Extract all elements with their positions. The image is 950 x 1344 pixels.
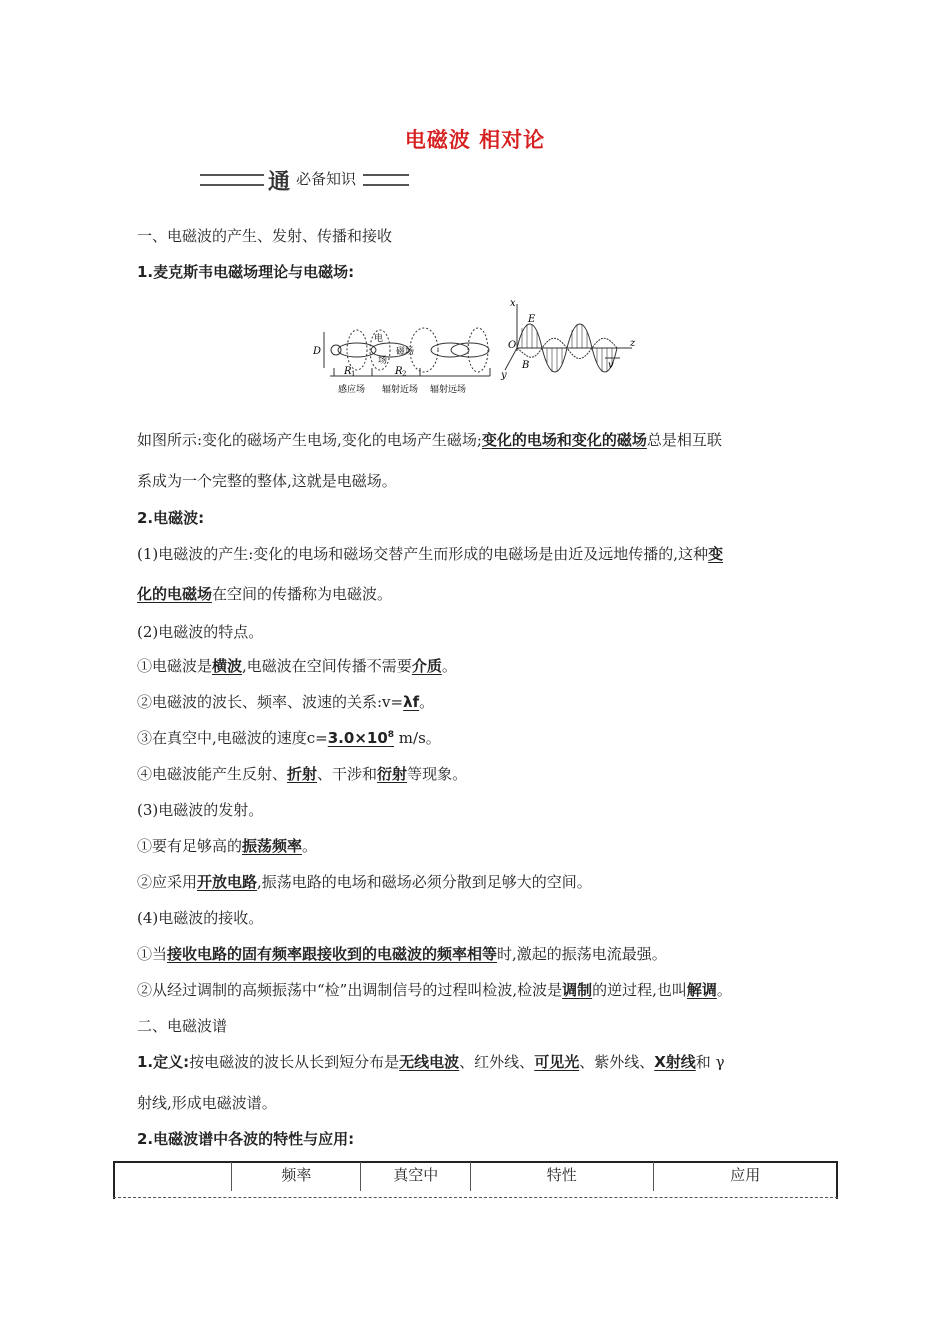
axis-label-z: z: [630, 338, 636, 349]
label-b-field: B: [522, 360, 530, 371]
table-header-row: [113, 1162, 837, 1191]
paragraph-2: [137, 543, 723, 564]
answer-blank: 横波: [212, 657, 243, 675]
answer-blank: 无线电波: [399, 1053, 460, 1071]
page-title: 电磁波 相对论: [404, 128, 546, 152]
text-segment: ①要有足够高的: [137, 837, 243, 855]
figure-label-r2-sub: 2: [402, 370, 407, 378]
text-segment: ④电磁波能产生反射、: [137, 765, 288, 783]
answer-blank: 变: [708, 545, 724, 563]
figure-label-r1-sub: 1: [351, 370, 356, 378]
text-segment: ,电磁波在空间传播不需要: [242, 657, 412, 675]
text-segment: 等现象。: [407, 765, 468, 783]
label-origin: O: [508, 340, 517, 351]
answer-blank: 解调: [686, 981, 717, 999]
text-segment: 时,激起的振荡电流最强。: [497, 945, 667, 963]
item-5: [137, 691, 434, 712]
answer-blank: 折射: [287, 765, 318, 783]
region-near: 辐射近场: [382, 385, 419, 395]
spectrum-table: [113, 1162, 837, 1191]
axis-label-x: x: [510, 298, 516, 309]
figure-label-r1: R: [344, 366, 352, 377]
answer-blank: λf: [403, 693, 420, 711]
text-segment: ②电磁波的波长、频率、波速的关系:v=: [137, 693, 404, 711]
text-segment: ①电磁波是: [137, 657, 213, 675]
item-6: [137, 727, 441, 748]
label-velocity: v: [608, 360, 614, 371]
text-segment: 的逆过程,也叫: [592, 981, 687, 999]
text-segment: 。: [302, 837, 318, 855]
answer-blank: 化的电磁场: [137, 585, 213, 603]
banner-rule-right: [363, 174, 409, 186]
text-segment: 总是相互联: [646, 431, 722, 449]
figure-label-e: 电: [374, 334, 384, 344]
figure-label-e2: 场: [378, 356, 388, 366]
text-segment: (1)电磁波的产生:变化的电场和磁场交替产生而形成的电磁场是由近及远地传播的,这种: [137, 545, 709, 563]
table-header-cell: 真空中: [361, 1162, 471, 1191]
table-header-cell: 特性: [471, 1162, 653, 1191]
table-dashed-rule: [113, 1197, 838, 1198]
banner-rule-left: [200, 174, 264, 186]
region-far: 辐射远场: [430, 385, 467, 395]
text-segment: ②从经过调制的高频振荡中“检”出调制信号的过程叫检波,检波是: [137, 981, 563, 999]
answer-blank: 介质: [411, 657, 442, 675]
banner-label: 必备知识: [296, 170, 357, 188]
answer-blank: 衍射: [377, 765, 408, 783]
text-segment: 3.0×10: [327, 729, 388, 747]
banner-seal: 通: [268, 169, 291, 195]
superscript: 8: [387, 730, 395, 740]
text-segment: 。: [419, 693, 435, 711]
figure-label-r2: R: [395, 366, 403, 377]
text-segment: ①当: [137, 945, 168, 963]
definition: [137, 1051, 725, 1072]
text-segment: ③在真空中,电磁波的速度c=: [137, 729, 328, 747]
axis-label-y: y: [501, 370, 507, 381]
text-segment: 、干涉和: [317, 765, 378, 783]
text-segment: m/s。: [394, 729, 441, 747]
subheading-1: 1.麦克斯韦电磁场理论与电磁场:: [137, 263, 355, 281]
section-heading-1: 一、电磁波的产生、发射、传播和接收: [137, 227, 393, 245]
subheading-3: 2.电磁波谱中各波的特性与应用:: [137, 1130, 355, 1148]
item-9: [137, 835, 317, 856]
region-induction: 感应场: [338, 385, 366, 395]
text-segment: 按电磁波的波长从长到短分布是: [189, 1053, 400, 1071]
item-13: [137, 979, 732, 1000]
text-segment: 在空间的传播称为电磁波。: [212, 585, 393, 603]
text-segment: 、紫外线、: [579, 1053, 655, 1071]
em-field-figure: [310, 296, 640, 400]
answer-blank: 变化的电场和变化的磁场: [481, 431, 647, 449]
label-e-field: E: [528, 314, 536, 325]
subheading-2: 2.电磁波:: [137, 509, 205, 527]
section-banner: [200, 164, 415, 195]
answer-blank: 调制: [562, 981, 593, 999]
figure-label-d: D: [313, 346, 322, 357]
text-segment: 1.定义:: [137, 1053, 190, 1071]
answer-blank: 可见光: [534, 1053, 580, 1071]
paragraph-8: (3)电磁波的发射。: [137, 801, 264, 819]
paragraph-2-cont: [137, 583, 392, 604]
definition-cont: 射线,形成电磁波谱。: [137, 1094, 277, 1112]
item-12: [137, 943, 667, 964]
dipole-source: [331, 345, 341, 355]
paragraph-1: [137, 429, 722, 450]
text-segment: 。: [716, 981, 732, 999]
item-4: [137, 655, 457, 676]
paragraph-1-cont: 系成为一个完整的整体,这就是电磁场。: [137, 472, 397, 490]
item-7: [137, 763, 467, 784]
text-segment: ,振荡电路的电场和磁场必须分散到足够大的空间。: [257, 873, 592, 891]
answer-blank: [328, 729, 394, 747]
table-header-cell: [113, 1162, 232, 1191]
paragraph-11: (4)电磁波的接收。: [137, 909, 264, 927]
answer-blank: 振荡频率: [242, 837, 303, 855]
paragraph-3: (2)电磁波的特点。: [137, 623, 264, 641]
text-segment: ②应采用: [137, 873, 198, 891]
answer-blank: 接收电路的固有频率跟接收到的电磁波的频率相等: [167, 945, 498, 963]
figure-label-b: 磁场: [396, 347, 415, 357]
answer-blank: X射线: [654, 1053, 696, 1071]
table-header-cell: 应用: [653, 1162, 837, 1191]
text-segment: 、红外线、: [459, 1053, 535, 1071]
text-segment: 。: [441, 657, 457, 675]
text-segment: 如图所示:变化的磁场产生电场,变化的电场产生磁场;: [137, 431, 482, 449]
item-10: [137, 871, 592, 892]
answer-blank: 开放电路: [197, 873, 258, 891]
section-heading-2: 二、电磁波谱: [137, 1017, 228, 1035]
table-header-cell: 频率: [232, 1162, 361, 1191]
text-segment: 和 γ: [695, 1053, 725, 1071]
